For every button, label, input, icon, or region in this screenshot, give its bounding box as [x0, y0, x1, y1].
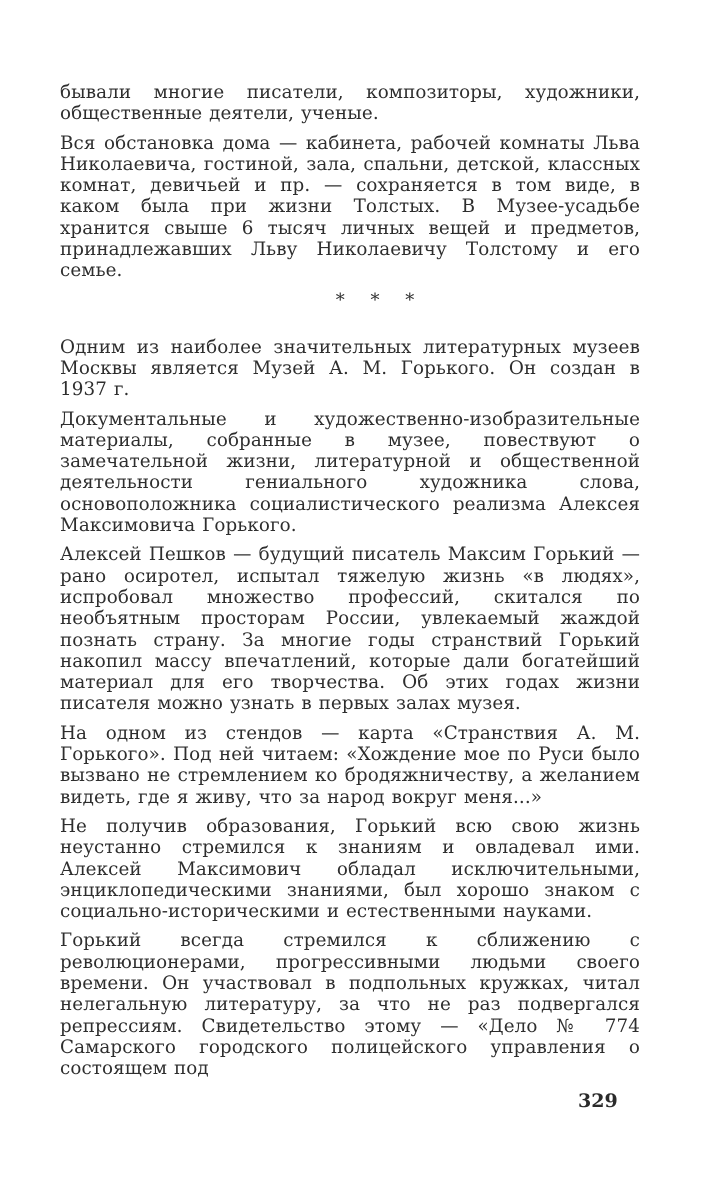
paragraph-documentary-materials: Документальные и художественно-изобразительные материалы, собранные в музее, повествуют о замечательной жизни, литературной и общественной деятельности гениального художника слова, основоположника социалистического реализма Алексея Максимовича Горького. — [60, 408, 640, 537]
paragraph-peshkov-youth: Алексей Пешков — будущий писатель Максим Горький — рано осиротел, испытал тяжелую жизнь «в людях», испробовал множество профессий, скитался по необъятным просторам России, увлекаемый жаждой познать страну. За многие годы странствий Горький накопил массу впечатлений, которые дали богатейший материал для его творчества. Об этих годах жизни писателя можно узнать в первых залах музея. — [60, 544, 640, 715]
paragraph-wanderings-map: На одном из стендов — карта «Странствия А. М. Горького». Под ней читаем: «Хождение мое по Руси было вызвано не стремлением ко бродяжничеству, а желанием видеть, где я живу, что за народ вокруг меня...» — [60, 722, 640, 808]
paragraph-self-education: Не получив образования, Горький всю свою жизнь неустанно стремился к знаниям и овладевал ими. Алексей Максимович обладал исключительными, энциклопедическими знаниями, был хорошо знаком с социально-историческими и естественными науками. — [60, 815, 640, 923]
paragraph-gorky-museum-intro: Одним из наиболее значительных литературных музеев Москвы является Музей А. М. Горького. Он создан в 1937 г. — [60, 336, 640, 401]
paragraph-continued: бывали многие писатели, композиторы, художники, общественные деятели, ученые. — [60, 82, 640, 125]
section-separator: * * * — [335, 289, 425, 311]
page-number: 329 — [578, 1090, 618, 1112]
paragraph-revolutionaries: Горький всегда стремился к сближению с революционерами, прогрессивными людьми своего времени. Он участвовал в подпольных кружках, читал нелегальную литературу, за что не раз подвергался репрессиям. Свидетельство этому — «Дело № 774 Самарского городского полицейского управления о состоящем под — [60, 930, 640, 1080]
paragraph-tolstoy-house: Вся обстановка дома — кабинета, рабочей комнаты Льва Николаевича, гостиной, зала, спальни, детской, классных комнат, девичьей и пр. — сохраняется в том виде, в каком была при жизни Толстых. В Музее-усадьбе хранится свыше 6 тысяч личных вещей и предметов, принадлежавших Льву Николаевичу Толстому и его семье. — [60, 132, 640, 282]
page-body — [60, 82, 640, 1087]
